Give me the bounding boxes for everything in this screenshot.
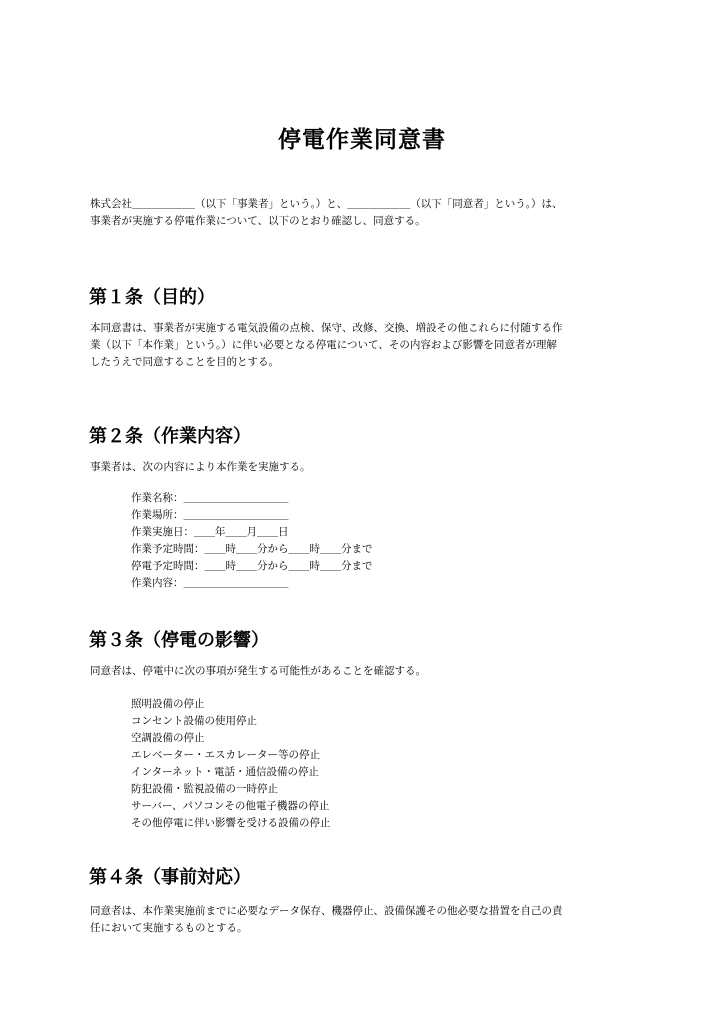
list-item: その他停電に伴い影響を受ける設備の停止 [131, 817, 331, 829]
list-item: 空調設備の停止 [131, 732, 205, 744]
impact-list [131, 696, 331, 832]
intro-paragraph [90, 196, 640, 230]
body-line: 本同意書は、事業者が実施する電気設備の点検、保守、改修、交換、増設その他これらに付随する作 [90, 322, 563, 334]
list-item: 作業予定時間：＿＿時＿＿分から＿＿時＿＿分まで [131, 543, 373, 555]
article1-heading: 第１条（目的） [89, 287, 215, 308]
list-item: 停電予定時間：＿＿時＿＿分から＿＿時＿＿分まで [131, 560, 373, 572]
list-item: コンセント設備の使用停止 [131, 715, 257, 727]
list-item: インターネット・電話・通信設備の停止 [131, 766, 320, 778]
article4-heading: 第４条（事前対応） [89, 867, 251, 888]
list-item: サーバー、パソコンその他電子機器の停止 [131, 800, 330, 812]
document-title: 停電作業同意書 [278, 127, 446, 153]
body-line: 任において実施するものとする。 [90, 922, 248, 934]
article4-body [90, 903, 640, 937]
intro-line: 株式会社＿＿＿＿＿＿（以下「事業者」という。）と、＿＿＿＿＿＿（以下「同意者」という。）は、 [90, 198, 563, 210]
article1-body [90, 320, 640, 371]
list-item: 作業内容：＿＿＿＿＿＿＿＿＿＿ [131, 577, 289, 589]
list-item: エレベーター・エスカレーター等の停止 [131, 749, 320, 761]
work-details-list [131, 490, 373, 592]
body-line: 業（以下「本作業」という。）に伴い必要となる停電について、その内容および影響を同意者が理解 [90, 339, 557, 351]
article3-heading: 第３条（停電の影響） [89, 630, 269, 651]
intro-line: 事業者が実施する停電作業について、以下のとおり確認し、同意する。 [90, 215, 426, 227]
article2-heading: 第２条（作業内容） [89, 426, 251, 447]
list-item: 防犯設備・監視設備の一時停止 [131, 783, 278, 795]
list-item: 作業実施日：＿＿年＿＿月＿＿日 [131, 526, 289, 538]
body-line: したうえで同意することを目的とする。 [90, 356, 279, 368]
article3-lead: 同意者は、停電中に次の事項が発生する可能性があることを確認する。 [90, 665, 426, 677]
article2-lead: 事業者は、次の内容により本作業を実施する。 [90, 461, 311, 473]
list-item: 作業名称：＿＿＿＿＿＿＿＿＿＿ [131, 492, 289, 504]
list-item: 照明設備の停止 [131, 698, 205, 710]
list-item: 作業場所：＿＿＿＿＿＿＿＿＿＿ [131, 509, 289, 521]
body-line: 同意者は、本作業実施前までに必要なデータ保存、機器停止、設備保護その他必要な措置を自己の責 [90, 905, 563, 917]
